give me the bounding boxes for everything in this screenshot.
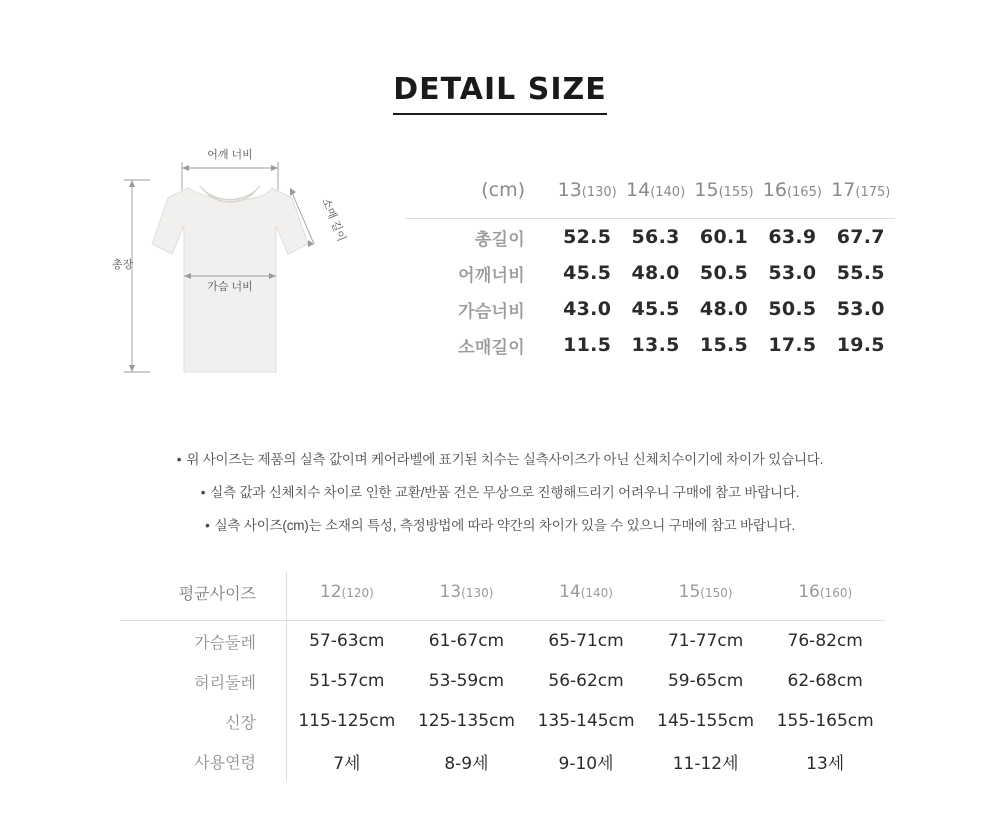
cell-value: 52.5 [563,226,612,248]
avg-col-sub: (130) [461,586,494,600]
cell-value: 71-77cm [667,631,744,651]
page-title: DETAIL SIZE [393,72,607,115]
cell-value: 8-9세 [444,753,489,774]
avg-col-main: 15 [678,582,701,602]
cell-value: 55.5 [836,262,885,284]
size-column-header [758,172,826,219]
note-item [0,481,1000,501]
row-label: 사용연령 [120,741,287,781]
row-label: 신장 [120,701,287,741]
shoulder-arrow-right [271,165,278,171]
detail-size-header-row [405,172,895,219]
size-col-sub: (155) [718,185,754,200]
cell-value: 56.3 [631,226,680,248]
cell-value: 51-57cm [309,671,385,691]
bullet-icon: • [176,452,182,467]
size-column-header [553,172,621,219]
size-col-sub: (140) [650,185,686,200]
size-col-sub: (130) [581,185,617,200]
average-column-header [646,572,766,621]
cell-value: 45.5 [563,262,612,284]
cell-value: 62-68cm [787,671,863,691]
cell-value: 135-145cm [537,711,635,731]
cell-value: 67.7 [836,226,885,248]
size-col-sub: (165) [786,185,822,200]
cell-value: 125-135cm [417,711,515,731]
size-column-header [690,172,758,219]
table-row [405,255,895,291]
cell-value: 13세 [806,753,845,774]
cell-value: 145-155cm [657,711,755,731]
row-label: 어깨너비 [458,265,525,285]
shoulder-arrow-left [182,165,189,171]
cell-value: 11-12세 [672,753,739,774]
row-label: 가슴둘레 [120,621,287,662]
cell-value: 15.5 [699,334,749,356]
cell-value: 155-165cm [776,711,874,731]
size-col-main: 13 [557,179,582,201]
cell-value: 60.1 [699,226,749,248]
cell-value: 48.0 [631,262,680,284]
cell-value: 43.0 [563,298,612,320]
avg-col-main: 14 [559,582,581,602]
table-row [120,701,885,741]
cell-value: 53-59cm [428,671,505,691]
size-col-main: 14 [626,179,651,201]
average-size-table-body [120,621,885,782]
shoulder-label: 어깨 너비 [207,149,253,161]
table-row [120,661,885,701]
note-text: 위 사이즈는 제품의 실측 값이며 케어라벨에 표기된 치수는 실측사이즈가 아닌 신체치수이기에 차이가 있습니다. [186,452,824,467]
row-label: 가슴너비 [458,301,525,321]
avg-col-sub: (140) [580,586,613,600]
average-column-header [765,572,885,621]
length-arrow-top [129,180,135,187]
table-row [405,291,895,327]
table-row [120,741,885,781]
size-column-header [827,172,895,219]
cell-value: 7세 [333,753,361,774]
row-label: 허리둘레 [120,661,287,701]
cell-value: 19.5 [836,334,885,356]
note-item [0,514,1000,534]
size-col-main: 15 [694,179,719,201]
cell-value: 63.9 [768,226,817,248]
average-corner-label: 평균사이즈 [120,572,287,621]
cell-value: 65-71cm [548,631,624,651]
avg-col-sub: (160) [819,586,853,600]
sleeve-label: 소매 길이 [319,196,348,244]
average-size-header-row [120,572,885,621]
bullet-icon: • [200,485,206,500]
row-label: 소매길이 [458,337,525,357]
note-text: 실측 사이즈(cm)는 소재의 특성, 측정방법에 따라 약간의 차이가 있을 수 있으니 구매에 참고 바랍니다. [214,518,795,533]
shirt-body-shape [152,188,308,372]
avg-col-main: 16 [798,582,820,602]
bullet-icon: • [205,518,210,533]
length-arrow-bottom [129,365,135,372]
total-length-label: 총장 [112,259,134,271]
notes-section [0,448,1000,547]
detail-size-table [405,172,895,363]
cell-value: 56-62cm [548,671,624,691]
table-row [120,621,885,662]
size-col-main: 17 [831,179,856,201]
cell-value: 76-82cm [787,631,863,651]
cell-value: 45.5 [631,298,680,320]
unit-label: (cm) [481,179,525,201]
average-column-header [407,572,527,621]
size-column-header [621,172,689,219]
cell-value: 53.0 [768,262,817,284]
cell-value: 61-67cm [428,631,505,651]
page-title-container [0,72,1000,115]
cell-value: 50.5 [699,262,749,284]
avg-col-sub: (150) [700,586,733,600]
cell-value: 57-63cm [309,631,385,651]
table-row [405,219,895,256]
cell-value: 59-65cm [667,671,744,691]
cell-value: 115-125cm [298,711,396,731]
note-text: 실측 값과 신체치수 차이로 인한 교환/반품 건은 무상으로 진행해드리기 어려우니 구매에 참고 바랍니다. [210,485,800,500]
chest-label: 가슴 너비 [207,281,253,293]
cell-value: 50.5 [768,298,817,320]
cell-value: 9-10세 [558,753,614,774]
note-item [0,448,1000,468]
cell-value: 13.5 [631,334,680,356]
row-label: 총길이 [474,229,525,249]
cell-value: 17.5 [768,334,817,356]
detail-size-table-head [405,172,895,219]
average-size-table [120,572,885,781]
average-column-header [287,572,407,621]
avg-col-main: 13 [439,582,462,602]
size-col-main: 16 [762,179,787,201]
cell-value: 53.0 [836,298,885,320]
average-column-header [526,572,646,621]
avg-col-main: 12 [319,582,342,602]
size-col-sub: (175) [855,185,891,200]
table-row [405,327,895,363]
avg-col-sub: (120) [341,586,374,600]
garment-diagram [110,140,400,390]
detail-size-table-body [405,219,895,364]
cell-value: 11.5 [563,334,612,356]
cell-value: 48.0 [699,298,749,320]
average-size-table-head [120,572,885,621]
tshirt-diagram-svg [110,140,400,390]
